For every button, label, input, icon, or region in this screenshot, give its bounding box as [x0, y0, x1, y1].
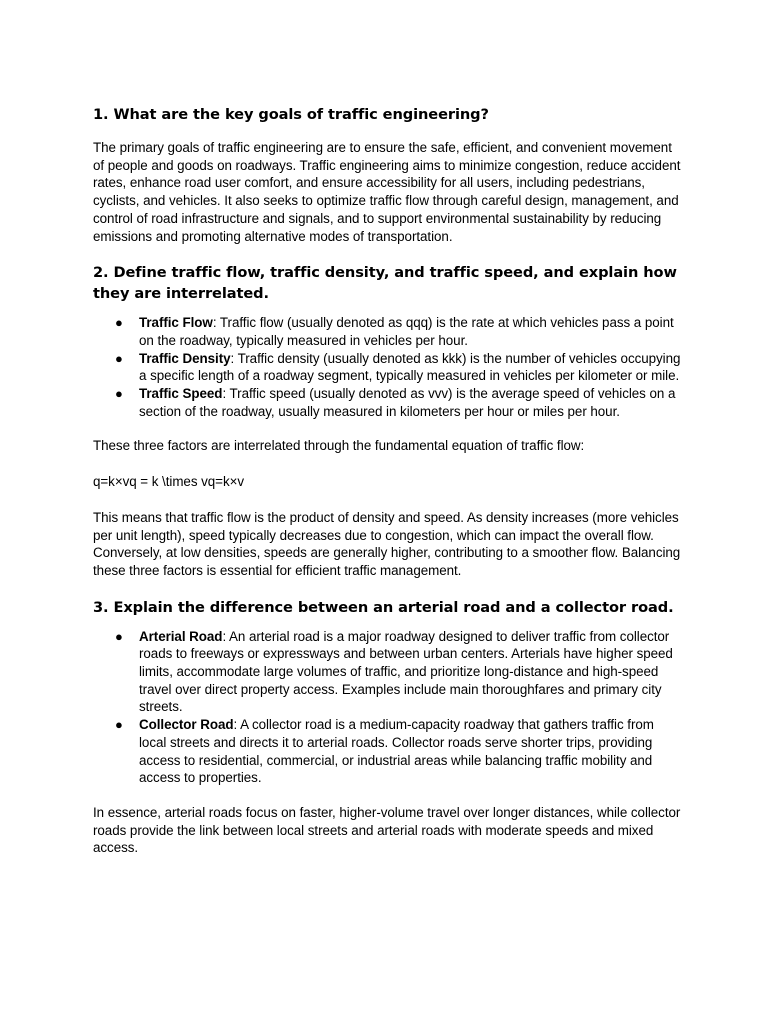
section-2-heading: 2. Define traffic flow, traffic density, and traffic speed, and explain how they are interrelated.: [93, 264, 677, 303]
definition-arterial-road: : An arterial road is a major roadway designed to deliver traffic from collector roads to freeways or expressways and between urban centers. Arterials have higher speed limits, accommodate large volumes of traffic, and prioritize long-distance and high-speed travel over direct property access. Examples include main thoroughfares and primary city streets.: [139, 628, 673, 715]
list-item-arterial-road: [115, 628, 683, 717]
bullet-icon: ●: [115, 350, 123, 366]
term-traffic-density: Traffic Density: [139, 350, 231, 366]
bullet-icon: ●: [115, 628, 123, 644]
flow-equation: q=k×vq = k \times vq=k×v: [93, 474, 245, 490]
list-item-collector-road: [115, 716, 683, 787]
term-arterial-road: Arterial Road: [139, 628, 223, 644]
section-2-list: [93, 314, 683, 420]
term-traffic-speed: Traffic Speed: [139, 386, 223, 402]
definition-traffic-speed: : Traffic speed (usually denoted as vvv) is the average speed of vehicles on a section of the roadway, usually measured in kilometers per hour or miles per hour.: [139, 386, 676, 419]
section-1-heading: 1. What are the key goals of traffic engineering?: [93, 106, 489, 123]
list-item-traffic-flow: [115, 314, 683, 349]
bullet-icon: ●: [115, 717, 123, 733]
section-3-summary: In essence, arterial roads focus on faster, higher-volume travel over longer distances, while collector roads provide the link between local streets and arterial roads with moderate speeds and mixed access.: [93, 804, 681, 856]
definition-traffic-flow: : Traffic flow (usually denoted as qqq) is the rate at which vehicles pass a point on the roadway, typically measured in vehicles per hour.: [139, 315, 674, 348]
interrelation-intro: These three factors are interrelated through the fundamental equation of traffic flow:: [93, 438, 585, 454]
definition-collector-road: : A collector road is a medium-capacity roadway that gathers traffic from local streets and directs it to arterial roads. Collector roads serve shorter trips, providing access to residential, commercial, or industrial areas while balancing traffic mobility and access to properties.: [139, 717, 654, 786]
bullet-icon: ●: [115, 315, 123, 331]
bullet-icon: ●: [115, 386, 123, 402]
section-1-paragraph: The primary goals of traffic engineering are to ensure the safe, efficient, and convenient movement of people and goods on roadways. Traffic engineering aims to minimize congestion, reduce accident rates, enhance road user comfort, and ensure accessibility for all users, including pedestrians, cyclists, and vehicles. It also seeks to optimize traffic flow through careful design, management, and control of road infrastructure and signals, and to support environmental sustainability by reducing emissions and promoting alternative modes of transportation.: [93, 140, 681, 244]
definition-traffic-density: : Traffic density (usually denoted as kkk) is the number of vehicles occupying a specific length of a roadway segment, typically measured in vehicles per kilometer or mile.: [139, 350, 681, 384]
term-traffic-flow: Traffic Flow: [139, 315, 213, 331]
document-page: [93, 104, 683, 857]
interrelation-explanation: This means that traffic flow is the product of density and speed. As density increases (more vehicles per unit length), speed typically decreases due to congestion, which can impact the overall flow. Conversely, at low densities, speeds are generally higher, contributing to a smoother flow. Balancing these three factors is essential for efficient traffic management.: [93, 509, 681, 578]
section-3-list: [93, 628, 683, 787]
list-item-traffic-speed: [115, 385, 683, 420]
section-3-heading: 3. Explain the difference between an arterial road and a collector road.: [93, 598, 674, 616]
list-item-traffic-density: [115, 350, 683, 385]
term-collector-road: Collector Road: [139, 717, 234, 733]
